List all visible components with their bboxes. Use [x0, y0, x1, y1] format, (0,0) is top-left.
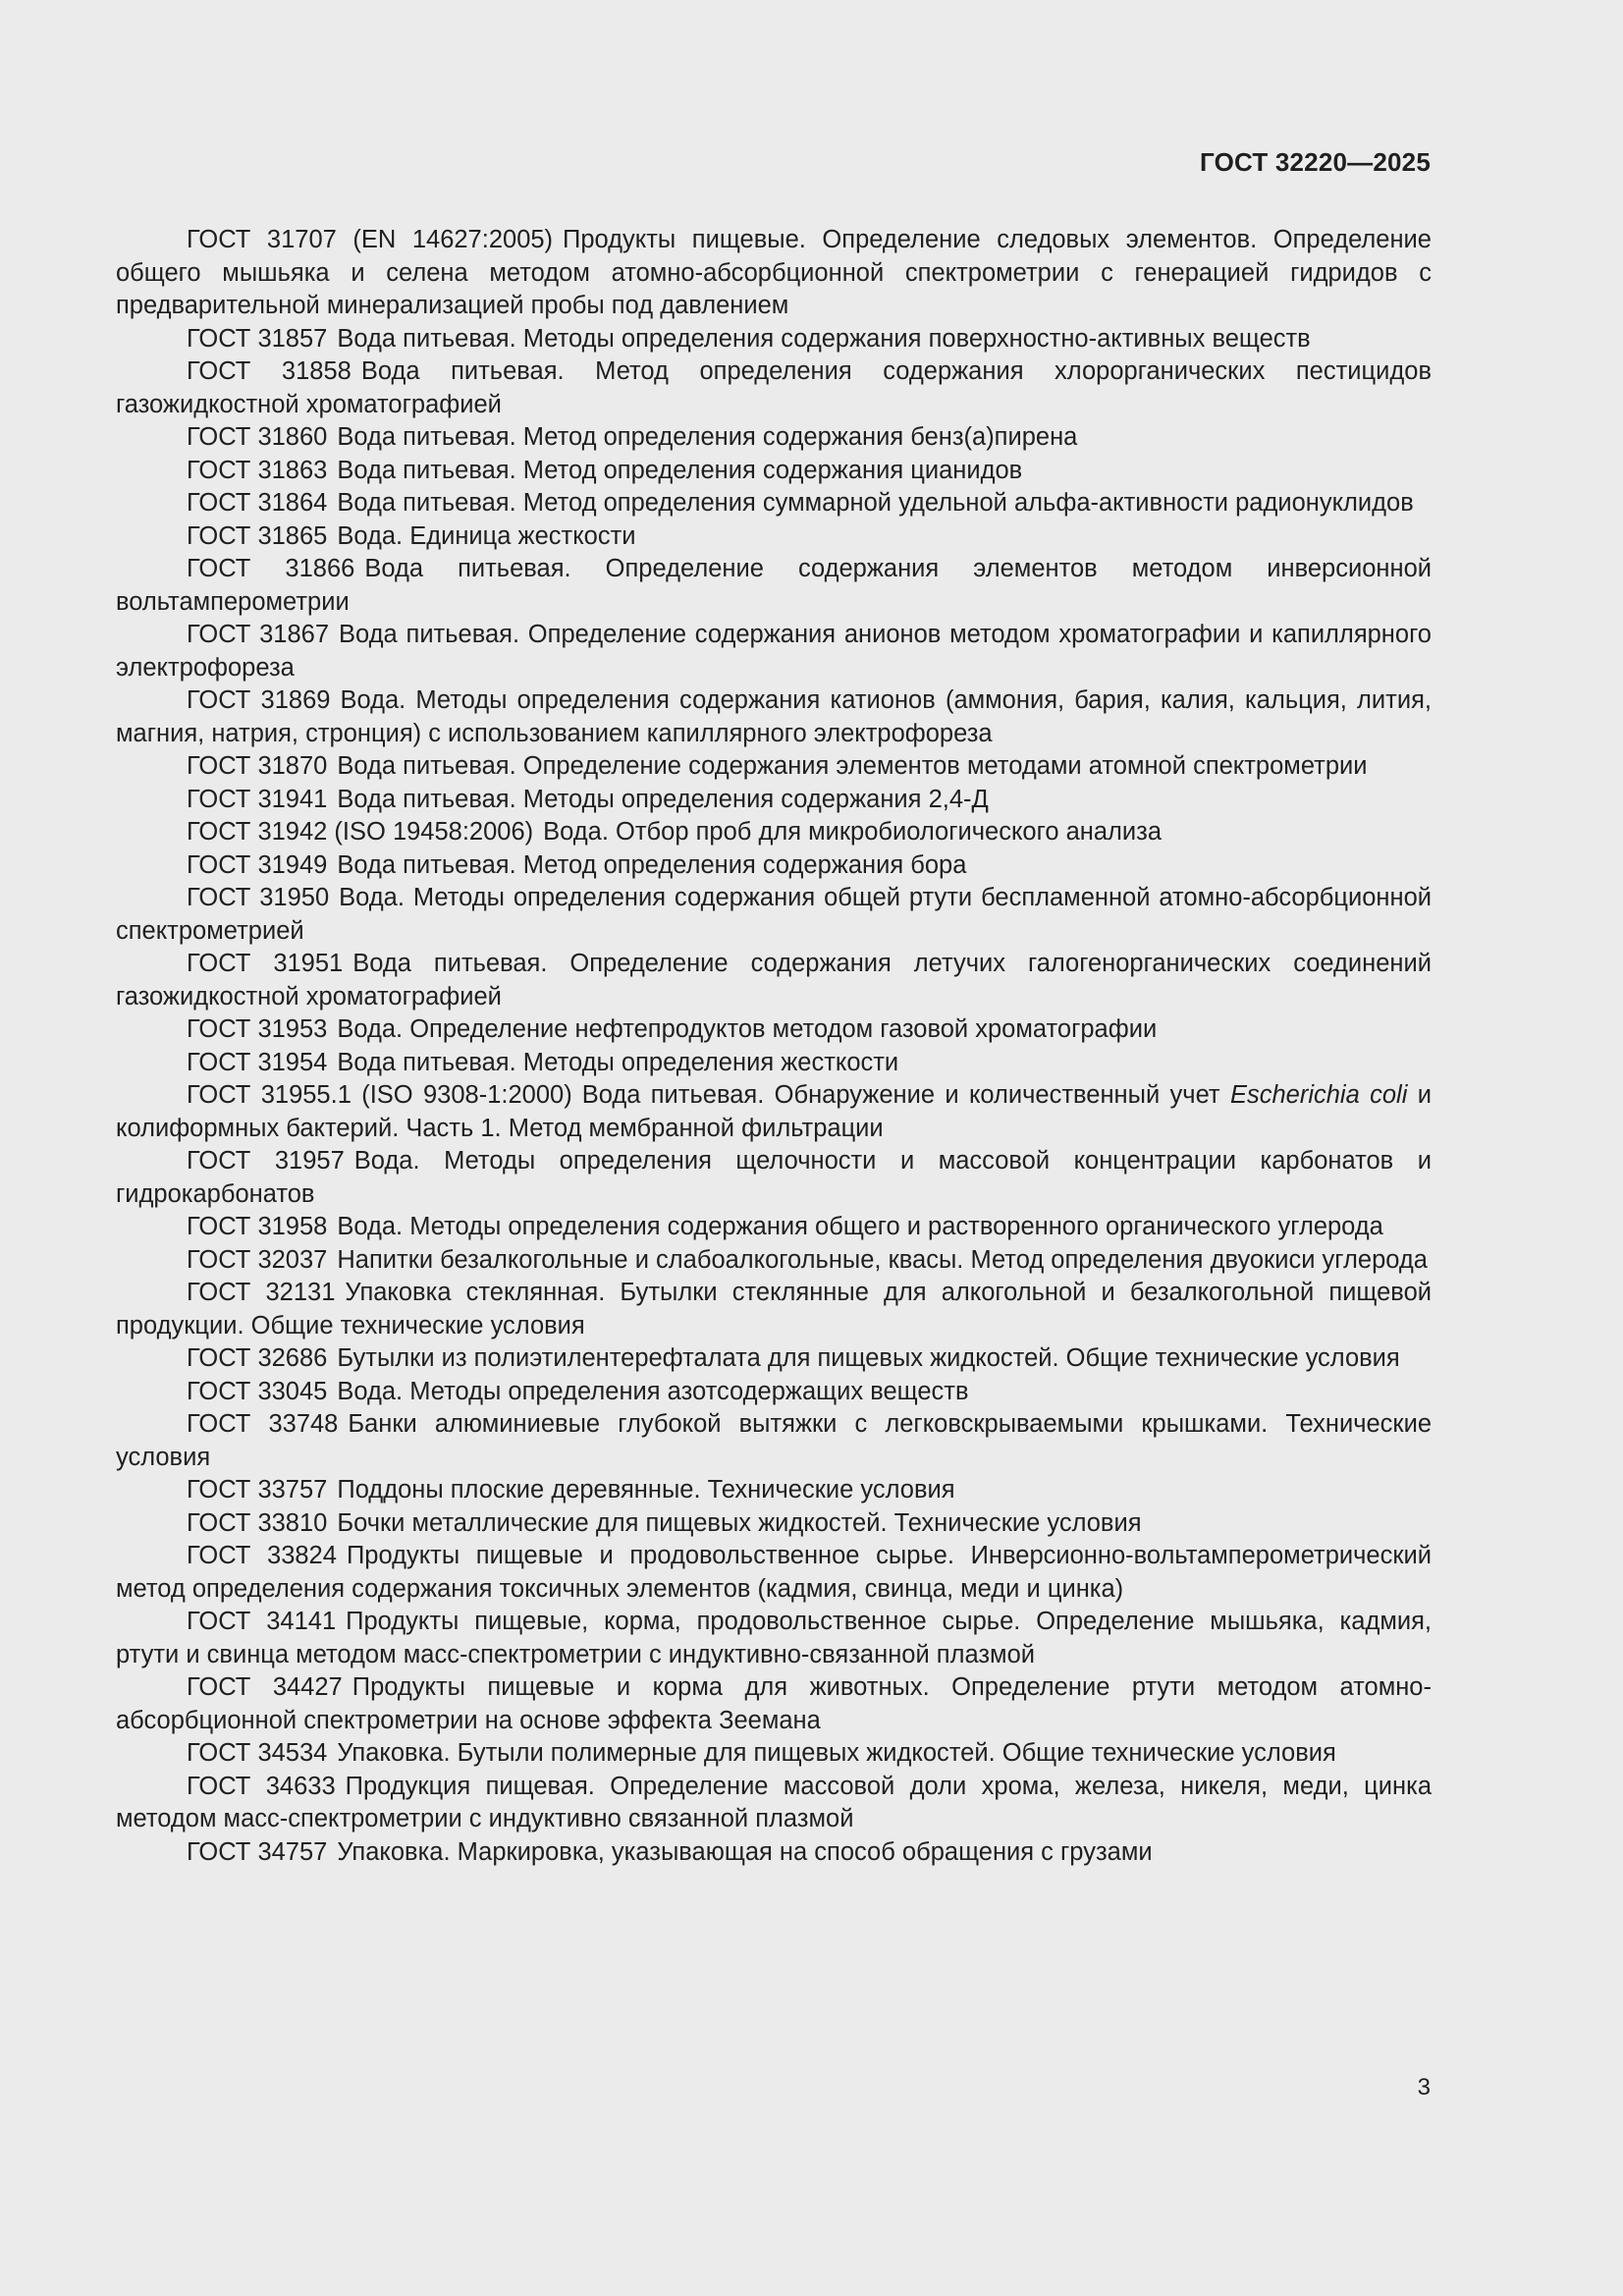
reference-title: Напитки безалкогольные и слабоалкогольные, квасы. Метод определения двуокиси углерода — [337, 1245, 1428, 1274]
reference-title: Вода. Единица жесткости — [337, 521, 636, 550]
reference-code: ГОСТ 34757 — [187, 1837, 328, 1866]
reference-code: ГОСТ 31707 (EN 14627:2005) — [187, 226, 554, 253]
document-code-header: ГОСТ 32220—2025 — [1200, 147, 1431, 177]
reference-entry — [116, 1507, 1432, 1541]
reference-title: Поддоны плоские деревянные. Технические условия — [337, 1476, 955, 1503]
reference-title: Вода. Методы определения содержания катионов (аммония, бария, калия, кальция, лития, магния, натрия, стронция) с использованием капиллярного электрофореза — [116, 686, 1432, 747]
reference-code: ГОСТ 31865 — [187, 521, 328, 550]
normative-references-list — [116, 224, 1432, 1869]
reference-entry — [116, 355, 1432, 421]
reference-title: Вода питьевая. Метод определения содержания хлорорганических пестицидов газожидкостной хроматографией — [116, 357, 1432, 418]
reference-entry — [116, 882, 1432, 948]
reference-code: ГОСТ 31867 — [187, 621, 330, 648]
reference-code: ГОСТ 31858 — [187, 357, 352, 385]
reference-code: ГОСТ 32037 — [187, 1245, 328, 1274]
reference-title: Вода питьевая. Определение содержания летучих галогенорганических соединений газожидкостной хроматографией — [116, 950, 1432, 1011]
reference-code: ГОСТ 34534 — [187, 1739, 328, 1767]
reference-entry — [116, 816, 1432, 849]
reference-title: Вода питьевая. Метод определения суммарной удельной альфа-активности радионуклидов — [337, 489, 1414, 517]
reference-code: ГОСТ 32686 — [187, 1344, 328, 1372]
reference-title: Бутылки из полиэтилентерефталата для пищевых жидкостей. Общие технические условия — [337, 1344, 1400, 1372]
reference-code: ГОСТ 31949 — [187, 850, 328, 879]
reference-entry — [116, 520, 1432, 554]
reference-entry — [116, 619, 1432, 684]
reference-title: Вода питьевая. Обнаружение и количественный учет — [581, 1081, 1220, 1109]
reference-entry — [116, 1671, 1432, 1737]
reference-entry — [116, 1737, 1432, 1771]
reference-code: ГОСТ 31957 — [187, 1147, 345, 1175]
reference-title: Вода питьевая. Методы определения содержания 2,4-Д — [337, 785, 989, 813]
reference-code: ГОСТ 31866 — [187, 555, 355, 582]
reference-title: Вода питьевая. Определение содержания элементов методом инверсионной вольтамперометрии — [116, 555, 1432, 616]
reference-entry — [116, 1211, 1432, 1244]
reference-title: Вода. Отбор проб для микробиологического анализа — [543, 818, 1163, 846]
reference-entry — [116, 487, 1432, 520]
reference-entry — [116, 1013, 1432, 1047]
reference-code: ГОСТ 31863 — [187, 456, 328, 484]
reference-code: ГОСТ 31942 (ISO 19458:2006) — [187, 818, 534, 846]
reference-entry — [116, 421, 1432, 455]
reference-entry — [116, 849, 1432, 883]
reference-title: Продукция пищевая. Определение массовой доли хрома, железа, никеля, меди, цинка методом масс-спектрометрии с индуктивно связанной плазмой — [116, 1772, 1432, 1832]
reference-entry — [116, 948, 1432, 1013]
reference-code: ГОСТ 31864 — [187, 489, 328, 517]
reference-title-italic: Escherichia coli — [1229, 1081, 1408, 1109]
reference-code: ГОСТ 31857 — [187, 324, 328, 353]
reference-title: Вода. Методы определения содержания общей ртути беспламенной атомно-абсорбционной спектрометрией — [116, 884, 1432, 945]
reference-code: ГОСТ 34427 — [187, 1673, 343, 1701]
reference-entry — [116, 1145, 1432, 1211]
reference-entry — [116, 323, 1432, 356]
reference-code: ГОСТ 33810 — [187, 1508, 328, 1537]
reference-code: ГОСТ 31951 — [187, 950, 344, 977]
reference-title: Вода. Методы определения содержания общего и растворенного органического углерода — [337, 1213, 1383, 1240]
reference-entry — [116, 684, 1432, 750]
reference-title: Упаковка стеклянная. Бутылки стеклянные для алкогольной и безалкогольной пищевой продукции. Общие технические условия — [116, 1279, 1432, 1339]
reference-entry — [116, 1771, 1432, 1836]
reference-entry — [116, 784, 1432, 817]
reference-title: Вода питьевая. Методы определения жесткости — [337, 1048, 899, 1076]
reference-entry — [116, 1408, 1432, 1474]
reference-title: Продукты пищевые, корма, продовольственное сырье. Определение мышьяка, кадмия, ртути и свинца методом масс-спектрометрии с индуктивно-связанной плазмой — [116, 1608, 1432, 1668]
reference-entry — [116, 455, 1432, 488]
reference-code: ГОСТ 31950 — [187, 884, 330, 911]
reference-entry — [116, 1079, 1432, 1145]
reference-code: ГОСТ 34141 — [187, 1608, 337, 1635]
reference-code: ГОСТ 33748 — [187, 1410, 339, 1438]
reference-code: ГОСТ 33757 — [187, 1476, 328, 1503]
reference-code: ГОСТ 31955.1 (ISO 9308-1:2000) — [187, 1081, 572, 1109]
reference-code: ГОСТ 31860 — [187, 423, 328, 451]
reference-title: Бочки металлические для пищевых жидкостей. Технические условия — [337, 1508, 1142, 1537]
reference-entry — [116, 1047, 1432, 1080]
reference-entry — [116, 1342, 1432, 1376]
reference-entry — [116, 224, 1432, 323]
reference-title: Вода. Методы определения щелочности и массовой концентрации карбонатов и гидрокарбонатов — [116, 1147, 1432, 1208]
reference-title: Вода. Определение нефтепродуктов методом газовой хроматографии — [337, 1015, 1158, 1043]
reference-entry — [116, 1540, 1432, 1606]
reference-entry — [116, 750, 1432, 784]
reference-code: ГОСТ 33824 — [187, 1542, 337, 1569]
reference-entry — [116, 553, 1432, 619]
reference-title: Вода питьевая. Метод определения содержания бора — [337, 850, 967, 879]
reference-title: Продукты пищевые. Определение следовых элементов. Определение общего мышьяка и селена методом атомно-абсорбционной спектрометрии с генерацией гидридов с предварительной минерализацией пробы под давлением — [116, 226, 1432, 319]
reference-code: ГОСТ 34633 — [187, 1772, 336, 1800]
reference-entry — [116, 1277, 1432, 1342]
reference-code: ГОСТ 31869 — [187, 686, 331, 714]
reference-entry — [116, 1836, 1432, 1870]
reference-entry — [116, 1244, 1432, 1278]
reference-title: Вода питьевая. Определение содержания анионов методом хроматографии и капиллярного электрофореза — [116, 621, 1432, 682]
reference-title-continued: и колиформных бактерий. Часть 1. Метод мембранной фильтрации — [116, 1081, 1432, 1142]
reference-title: Продукты пищевые и корма для животных. Определение ртути методом атомно-абсорбционной спектрометрии на основе эффекта Зеемана — [116, 1673, 1432, 1734]
reference-title: Банки алюминиевые глубокой вытяжки с легковскрываемыми крышками. Технические условия — [116, 1410, 1433, 1471]
reference-title: Упаковка. Маркировка, указывающая на способ обращения с грузами — [337, 1837, 1153, 1866]
reference-entry — [116, 1376, 1432, 1409]
reference-code: ГОСТ 31941 — [187, 785, 328, 813]
reference-title: Вода питьевая. Методы определения содержания поверхностно-активных веществ — [337, 324, 1311, 353]
reference-title: Вода питьевая. Определение содержания элементов методами атомной спектрометрии — [337, 752, 1368, 780]
reference-code: ГОСТ 31870 — [187, 752, 328, 780]
reference-title: Вода. Методы определения азотсодержащих веществ — [337, 1377, 969, 1405]
reference-title: Продукты пищевые и продовольственное сырье. Инверсионно-вольтамперометрический метод определения содержания токсичных элементов (кадмия, свинца, меди и цинка) — [116, 1542, 1432, 1603]
reference-title: Упаковка. Бутыли полимерные для пищевых жидкостей. Общие технические условия — [337, 1739, 1336, 1767]
reference-entry — [116, 1474, 1432, 1507]
page-number: 3 — [1417, 2074, 1431, 2101]
reference-title: Вода питьевая. Метод определения содержания цианидов — [337, 456, 1023, 484]
reference-code: ГОСТ 31954 — [187, 1048, 328, 1076]
reference-code: ГОСТ 31958 — [187, 1213, 328, 1240]
reference-code: ГОСТ 33045 — [187, 1377, 328, 1405]
reference-code: ГОСТ 32131 — [187, 1279, 336, 1306]
reference-code: ГОСТ 31953 — [187, 1015, 328, 1043]
reference-title: Вода питьевая. Метод определения содержания бенз(а)пирена — [337, 423, 1078, 451]
reference-entry — [116, 1606, 1432, 1671]
